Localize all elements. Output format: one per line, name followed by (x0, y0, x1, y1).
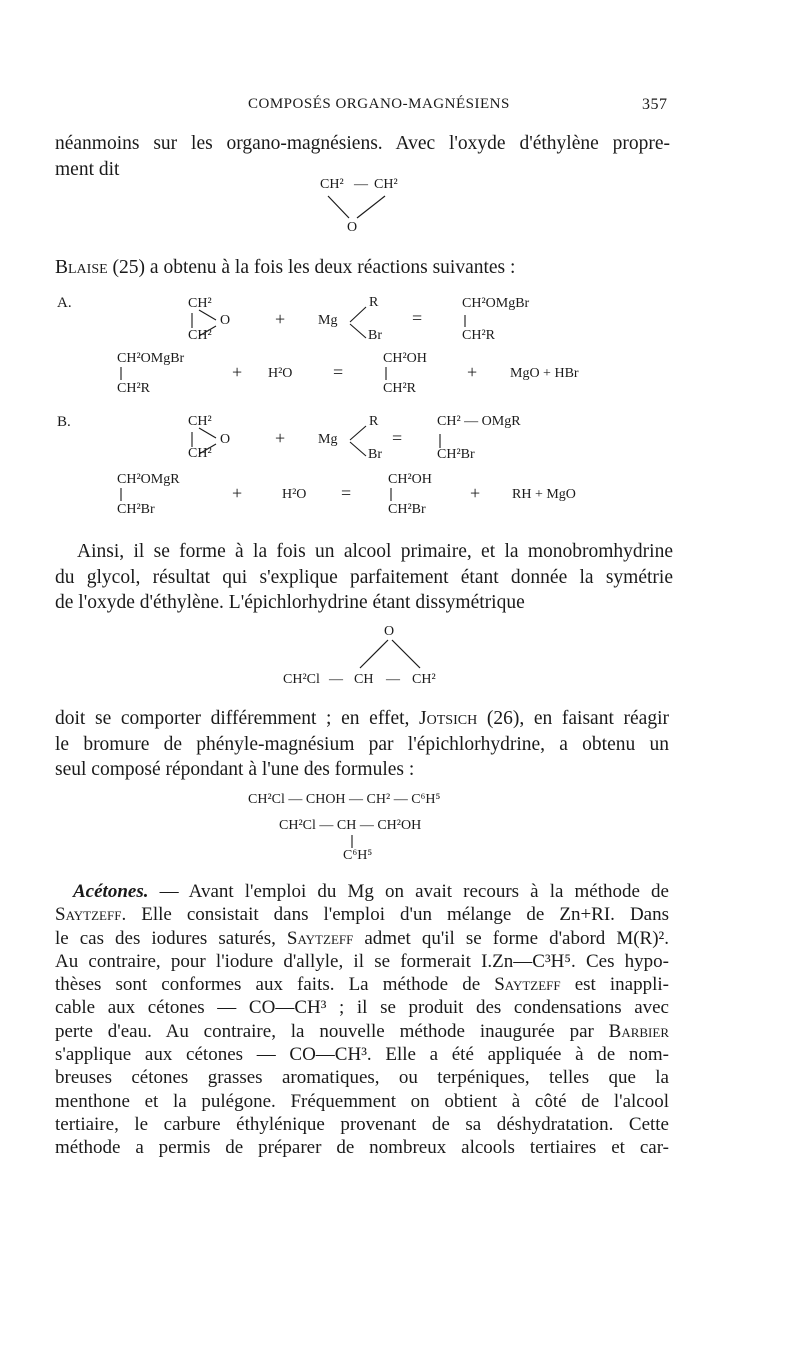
chem-plus: + (232, 362, 243, 382)
text-line (55, 706, 669, 732)
text-line: méthode a permis de préparer de nombreux alcools tertiaires et car- (55, 1137, 669, 1159)
chem-text: Mg (318, 432, 338, 447)
chem-equals: = (412, 308, 423, 328)
paragraph-ainsi (55, 539, 673, 616)
reaction-b-label: B. (57, 414, 71, 430)
chem-text: CH²Cl (283, 672, 320, 687)
chem-text: R (369, 295, 379, 310)
formula-1: CH²Cl — CHOH — CH² — C⁶H⁵ (248, 792, 441, 807)
text-span: doit se comporter différemment ; en effet, (55, 708, 420, 729)
chem-text: Br (368, 328, 382, 343)
chem-plus: + (232, 483, 243, 503)
chem-plus: + (275, 428, 286, 448)
text-line: ment dit (55, 158, 120, 180)
text-line: de l'oxyde d'éthylène. L'épichlorhydrine étant dissymétrique (55, 592, 525, 613)
chem-text: CH² (188, 296, 212, 311)
formula-2-substituent: C⁶H⁵ (343, 848, 373, 863)
text-line: Au contraire, pour l'iodure d'allyle, il se formerait I.Zn—C³H⁵. Ces hypo- (55, 950, 669, 972)
text-line: menthone et la pulégone. Fréquemment on obtient à côté de l'alcool (55, 1090, 669, 1112)
text-span: est inappli- (560, 974, 669, 996)
chem-text: O (220, 313, 231, 328)
chem-plus: + (275, 309, 286, 329)
chem-text: CH²Br (437, 447, 475, 462)
text-line: s'applique aux cétones — CO—CH³. Elle a été appliquée à de nom- (55, 1044, 669, 1066)
chem-text: CH²Br (117, 502, 155, 517)
text-span: le cas des iodures saturés, (55, 927, 287, 949)
text-span: (26), en faisant réagir (477, 708, 669, 729)
chem-text: Br (368, 447, 382, 462)
text-line: cable aux cétones — CO—CH³ ; il se produit des condensations avec (55, 997, 669, 1019)
page-number: 357 (642, 96, 668, 113)
chem-text: RH + MgO (512, 487, 576, 502)
section-heading: Acétones. (73, 881, 149, 902)
chem-text: CH²R (383, 381, 416, 396)
chem-text: R (369, 414, 379, 429)
chem-text: CH²Br (388, 502, 426, 517)
author-saytzeff: Saytzeff (286, 927, 354, 949)
chem-text: CH²OMgBr (117, 351, 185, 366)
author-barbier: Barbier (608, 1020, 669, 1042)
chem-text: O (384, 624, 395, 639)
chem-text: CH²OH (388, 472, 432, 487)
chem-text: CH² (188, 328, 212, 343)
text-line: Ainsi, il se forme à la fois un alcool primaire, et la monobromhydrine (77, 541, 673, 562)
reaction-a-label: A. (57, 295, 72, 311)
chem-plus: + (470, 483, 481, 503)
blaise-line (55, 257, 515, 279)
chem-text: — (386, 672, 400, 687)
text-line (55, 973, 669, 996)
text-span: thèses sont conformes aux faits. La méthode de (55, 974, 495, 996)
text-line: le bromure de phényle-magnésium par l'épichlorhydrine, a obtenu un (55, 733, 669, 755)
formula-dash: — (354, 177, 368, 192)
chem-text: H²O (268, 366, 293, 381)
text-line (55, 927, 669, 950)
paragraph-jotsich (55, 706, 669, 783)
running-header: COMPOSÉS ORGANO-MAGNÉSIENS (248, 96, 510, 112)
chem-text: CH²OH (383, 351, 427, 366)
author-blaise: Blaise (55, 257, 108, 278)
text-line: (25) a obtenu à la fois les deux réactions suivantes : (107, 257, 516, 278)
text-line: néanmoins sur les organo-magnésiens. Avec l'oxyde d'éthylène propre- (55, 133, 670, 154)
author-jotsich: Jotsich (419, 708, 478, 729)
text-span: — Avant l'emploi du Mg on avait recours à la méthode de (148, 881, 669, 902)
chem-text: CH²OMgBr (462, 296, 530, 311)
formula-ch2-right: CH² (374, 177, 398, 192)
chem-text: CH²OMgR (117, 472, 180, 487)
chem-equals: = (333, 362, 344, 382)
text-line: seul composé répondant à l'une des formules : (55, 759, 415, 780)
chem-text: H²O (282, 487, 307, 502)
text-line: breuses cétones grasses aromatiques, ou terpéniques, telles que la (55, 1067, 669, 1089)
chem-text: CH²R (462, 328, 495, 343)
chem-text: CH² (412, 672, 436, 687)
chem-text: CH (354, 672, 374, 687)
formula-ch2-left: CH² (320, 177, 344, 192)
text-line (55, 880, 669, 903)
chem-text: CH²R (117, 381, 150, 396)
text-span: perte d'eau. Au contraire, la nouvelle méthode inaugurée par (55, 1020, 609, 1042)
formula-2: CH²Cl — CH — CH²OH (279, 818, 422, 833)
text-line (55, 1020, 669, 1043)
chem-text: MgO + HBr (510, 366, 579, 381)
chem-text: CH² — OMgR (437, 414, 521, 429)
chem-text: CH² (188, 414, 212, 429)
paragraph-acetones (55, 880, 669, 1160)
author-saytzeff: Saytzeff (55, 904, 122, 926)
chem-equals: = (392, 428, 403, 448)
text-span: admet qu'il se forme d'abord M(R)². (353, 927, 669, 949)
chem-text: CH² (188, 446, 212, 461)
text-span: . Elle consistait dans l'emploi d'un mélange de Zn+RI. Dans (121, 904, 669, 926)
chem-plus: + (467, 362, 478, 382)
text-line (55, 903, 669, 926)
chem-text: — (329, 672, 343, 687)
chem-text: O (220, 432, 231, 447)
chem-equals: = (341, 483, 352, 503)
formula-oxygen: O (347, 220, 358, 235)
author-saytzeff: Saytzeff (494, 974, 561, 996)
text-line: tertiaire, le carbure éthylénique provenant de sa déshydratation. Cette (55, 1113, 669, 1135)
chem-text: Mg (318, 313, 338, 328)
text-line: du glycol, résultat qui s'explique parfaitement étant donnée la symétrie (55, 566, 673, 588)
